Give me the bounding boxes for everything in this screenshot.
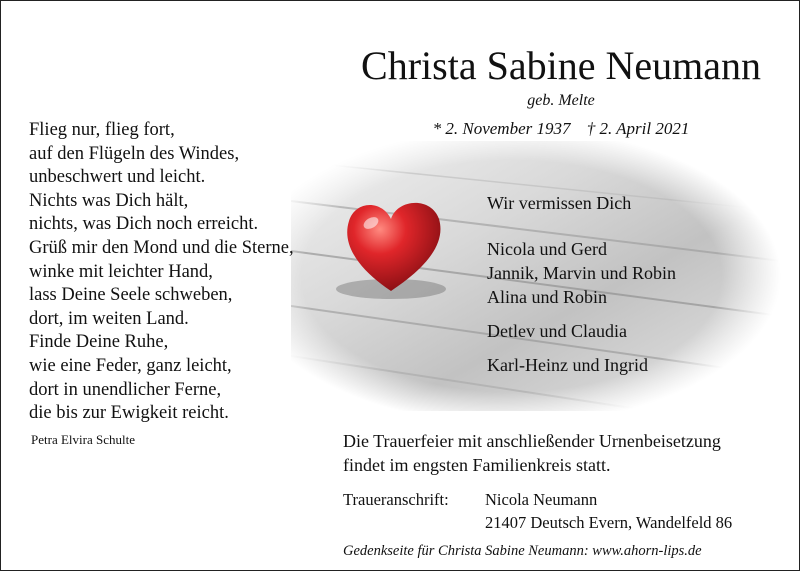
poem <box>29 119 329 426</box>
mourner-line: Jannik, Marvin und Robin <box>487 263 676 283</box>
birth-name: geb. Melte <box>527 92 595 109</box>
poem-line: winke mit leichter Hand, <box>29 261 213 282</box>
poem-line: Flieg nur, flieg fort, <box>29 120 175 140</box>
mourner-line: Alina und Robin <box>487 287 607 307</box>
poem-line: dort, im weiten Land. <box>29 308 189 329</box>
mourner-group <box>487 237 787 309</box>
address-label: Traueranschrift: <box>343 490 449 509</box>
poem-line: nichts, was Dich noch erreicht. <box>29 214 259 235</box>
death-date: † 2. April 2021 <box>586 119 690 138</box>
poem-line: Finde Deine Ruhe, <box>29 332 169 353</box>
funeral-line: findet im engsten Familienkreis statt. <box>343 455 611 475</box>
mourner-line: Nicola und Gerd <box>487 239 607 259</box>
poem-line: die bis zur Ewigkeit reicht. <box>29 403 229 424</box>
poem-author: Petra Elvira Schulte <box>31 432 135 447</box>
poem-line: lass Deine Seele schweben, <box>29 285 233 306</box>
poem-line: Nichts was Dich hält, <box>29 190 189 211</box>
funeral-line: Die Trauerfeier mit anschließender Urnenbeisetzung <box>343 431 721 451</box>
poem-line: unbeschwert und leicht. <box>29 167 206 188</box>
poem-line: dort in unendlicher Ferne, <box>29 379 222 400</box>
deceased-name: Christa Sabine Neumann <box>361 43 761 88</box>
mourners-heading: Wir vermissen Dich <box>487 193 632 213</box>
mourners <box>487 191 787 377</box>
funeral-notice <box>343 429 793 477</box>
poem-line: auf den Flügeln des Windes, <box>29 143 240 164</box>
life-dates <box>341 118 781 140</box>
address-street: 21407 Deutsch Evern, Wandelfeld 86 <box>485 513 733 532</box>
address-name: Nicola Neumann <box>485 490 598 509</box>
poem-line: Grüß mir den Mond und die Sterne, <box>29 237 294 258</box>
address-lines <box>485 488 732 534</box>
poem-line: wie eine Feder, ganz leicht, <box>29 355 232 376</box>
mourner-line: Karl-Heinz und Ingrid <box>487 355 648 375</box>
mourner-line: Detlev und Claudia <box>487 321 627 341</box>
memorial-page-link[interactable]: Gedenkseite für Christa Sabine Neumann: www.ahorn-lips.de <box>343 543 702 559</box>
birth-date: * 2. November 1937 <box>432 119 571 138</box>
